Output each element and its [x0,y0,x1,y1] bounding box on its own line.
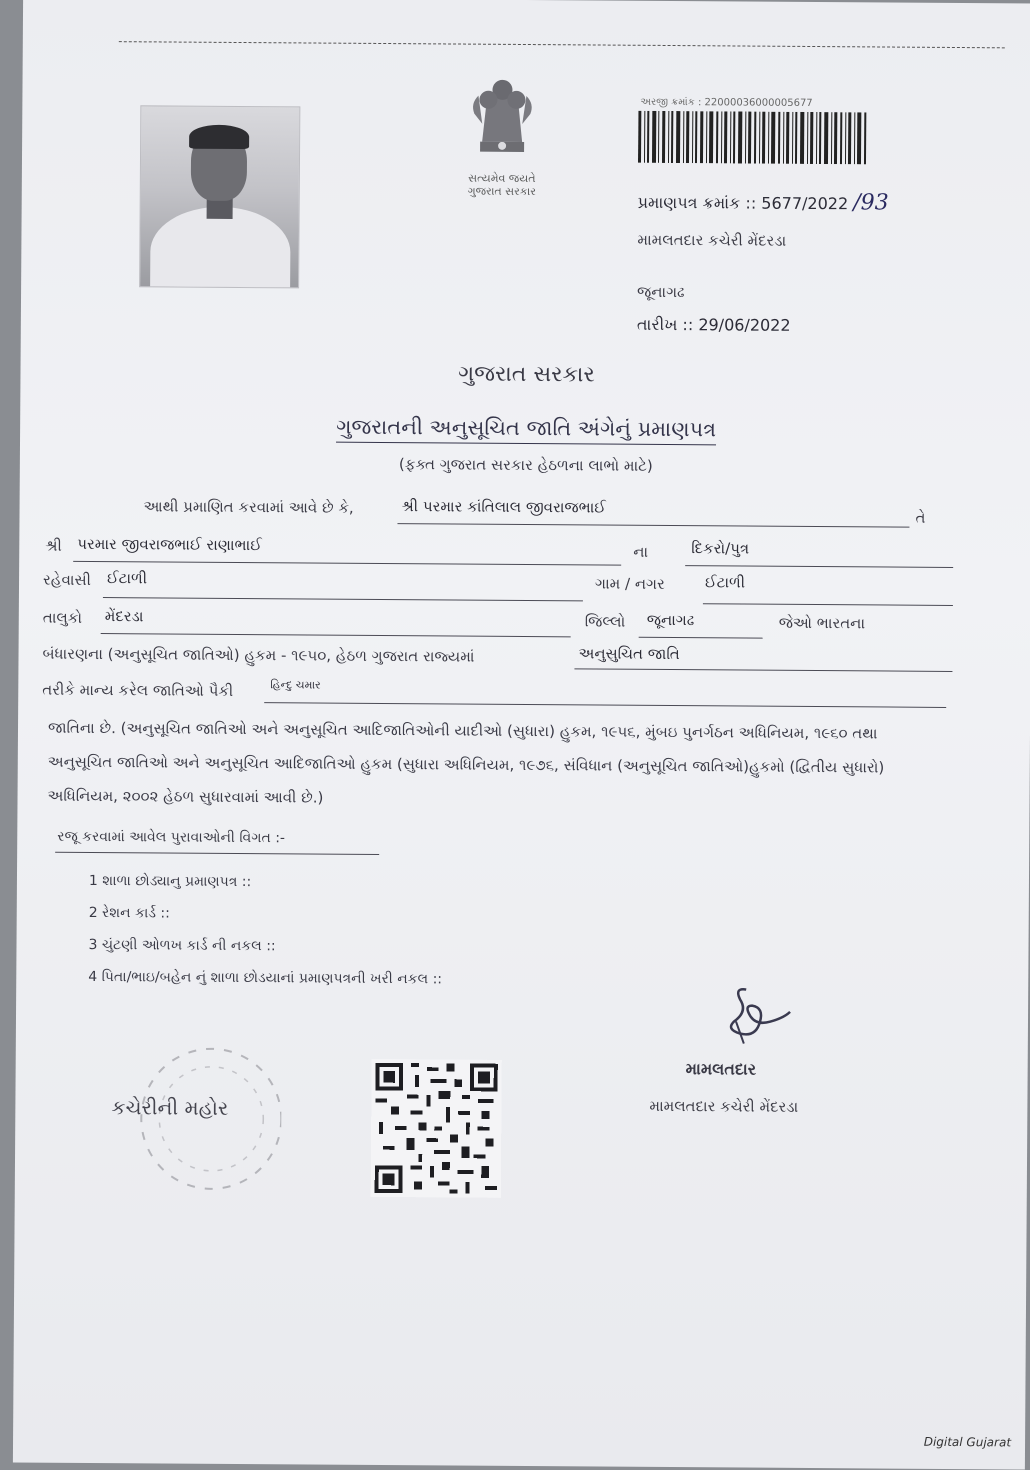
shri-label: શ્રી [45,536,62,555]
signature-image [704,981,804,1052]
issuing-district: જૂનાગઢ [637,282,685,302]
barcode-image [638,111,870,165]
dashed-separator [119,41,1005,48]
emblem-motto: સત્યમેવ જયતે [468,171,536,186]
district-label: જિલ્લો [584,612,626,631]
relation-value: દિકરો/પુત્ર [691,539,750,558]
taluka-label: તાલુકો [42,608,83,627]
applicant-photo [139,105,300,288]
emblem-subtitle: ગુજરાત સરકાર [467,184,536,199]
taluka-line [101,633,571,637]
father-name-line [73,561,621,566]
recognized-text: તરીકે માન્ય કરેલ જાતિઓ પૈકી [42,680,234,700]
evidence-item: 2 રેશન કાર્ડ :: [88,904,170,922]
issuing-office: મામલતદાર કચેરી મેંદરડા [637,230,787,250]
resident-line [103,597,583,601]
issue-date-label: તારીખ :: [636,314,694,335]
holder-name-line [397,523,909,528]
paragraph-line-2: અનુસૂચિત જાતિઓ અને અનુસૂચિત આદિજાતિઓ હુકમ (સુધારા અધિનિયમ, ૧૯૭૬, સંવિધાન (અનુસૂચિત જાતિઓ)હુકમો (દ્વિતીય સુધારો) [47,752,885,777]
relation-label: ના [633,542,649,561]
certificate-subtitle: (ફક્ત ગુજરાત સરકાર હેઠળના લાભો માટે) [398,455,653,475]
father-name-value: પરમાર જીવરાજભાઈ રાણાભાઈ [77,534,262,555]
intro-text: આથી પ્રમાણિત કરવામાં આવે છે કે, [143,497,354,517]
certificate-page [13,0,1030,1470]
issue-date [637,315,791,336]
statutory-paragraph [47,711,948,819]
issue-date-value: 29/06/2022 [698,315,791,335]
evidence-item: 1 શાળા છોડ્યાનુ પ્રમાણપત્ર :: [88,872,252,891]
signatory-title: મામલતદાર [685,1059,757,1079]
qr-code-image [370,1059,503,1198]
india-text: જેઓ ભારતના [778,613,866,633]
district-line [639,637,763,639]
taluka-value: મેંદરડા [104,607,144,626]
certificate-title [20,412,1030,444]
certificate-number-value: 5677/2022 [761,193,849,214]
suffix-text: તે [915,508,926,527]
evidence-heading: રજૂ કરવામાં આવેલ પુરાવાઓની વિગત :- [57,828,286,847]
evidence-list [88,865,443,995]
village-value: ઈટાળી [704,573,746,592]
certificate-title-text: ગુજરાતની અનુસૂચિત જાતિ અંગેનું પ્રમાણપત્ર [336,415,716,446]
certificate-number-label: પ્રમાણપત્ર ક્રમાંક :: [637,192,757,213]
evidence-heading-underline [55,852,379,855]
handwritten-number: /93 [853,190,889,216]
national-emblem-icon [452,63,553,172]
evidence-item: 4 પિતા/ભાઇ/બહેન નું શાળા છોડયાનાં પ્રમાણપત્રની ખરી નકલ :: [88,968,443,988]
seal-label: કચેરીની મહોર [111,1095,229,1120]
holder-name-value: શ્રી પરમાર કાંતિલાલ જીવરાજભાઈ [401,497,606,517]
government-title: ગુજરાત સરકાર [458,361,595,388]
district-value: જૂનાગઢ [646,610,695,630]
resident-label: રહેવાસી [42,570,92,589]
emblem-caption [440,171,564,198]
paragraph-line-3: અધિનિયમ, ૨૦૦૨ હેઠળ સુધારવામાં આવી છે.) [47,786,324,807]
certificate-number [638,189,889,216]
resident-value: ઈટાળી [107,569,148,588]
application-label: અરજી ક્રમાંક : [640,96,702,109]
signatory-office: મામલતદાર કચેરી મેંદરડા [649,1096,799,1116]
caste-value: હિન્દુ ચમાર [270,678,321,692]
village-label: ગામ / નગર [594,574,665,593]
village-line [703,603,953,606]
evidence-item: 3 ચુંટણી ઓળખ કાર્ડ ની નકલ :: [88,936,276,955]
application-number-value: 22000036000005677 [704,97,813,110]
relation-line [685,565,953,568]
category-line [574,668,952,672]
order-text: બંધારણના (અનુસૂચિત જાતિઓ) હુકમ - ૧૯૫૦, હેઠળ ગુજરાત રાજ્યમાં [42,644,475,666]
paragraph-line-1: જાતિના છે. (અનુસૂચિત જાતિઓ અને અનુસૂચિત આદિજાતિઓની યાદીઓ (સુધારા) હુકમ, ૧૯૫૬, મુંબઇ પુનર્ગઠન અધિનિયમ, ૧૯૬૦ તથા [47,718,878,743]
category-value: અનુસુચિત જાતિ [578,644,680,664]
footer-tag: Digital Gujarat [923,1434,1012,1450]
caste-line [264,702,946,708]
application-number [640,97,812,109]
